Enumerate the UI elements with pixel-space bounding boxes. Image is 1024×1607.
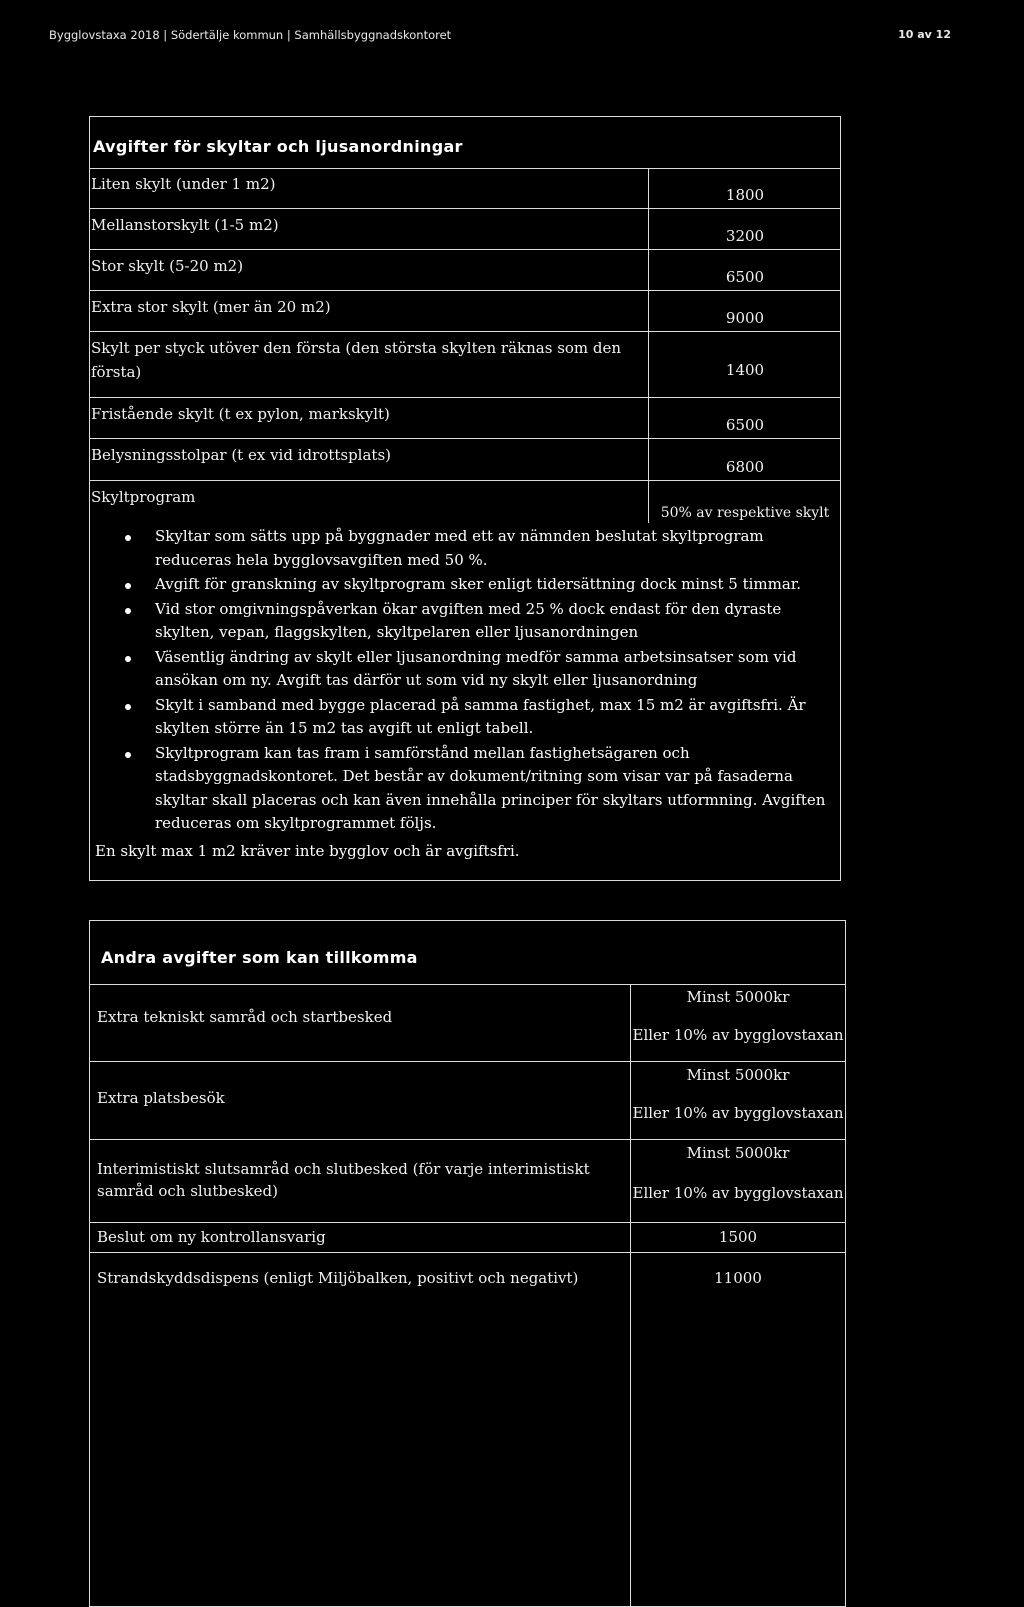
list-item bbox=[89, 525, 841, 572]
other-fee-value: 11000 bbox=[714, 1269, 762, 1287]
list-item-text: Avgift för granskning av skyltprogram sker enligt tidersättning dock minst 5 timmar. bbox=[155, 575, 802, 593]
signs-note: En skylt max 1 m2 kräver inte bygglov och är avgiftsfri. bbox=[95, 842, 520, 860]
bullet-icon bbox=[125, 583, 131, 589]
other-fee-label: Extra tekniskt samråd och startbesked bbox=[97, 1008, 393, 1026]
list-item-text: Skyltar som sätts upp på byggnader med ett av nämnden beslutat skyltprogram reduceras hela bygglovsavgiften med 50 %. bbox=[155, 527, 764, 569]
list-item bbox=[89, 646, 841, 693]
fee-value: 50% av respektive skylt bbox=[660, 505, 830, 521]
fee-value: 1400 bbox=[725, 361, 765, 379]
fee-label: Mellanstorskylt (1-5 m2) bbox=[91, 216, 279, 234]
list-item-text: Skyltprogram kan tas fram i samförstånd mellan fastighetsägaren och stadsbyggnadskontoret. Det består av dokument/ritning som visar var på fasaderna skyltar skall placeras och kan även innehålla principer för skyltars utformning. Avgiften reduceras om skyltprogrammet följs. bbox=[155, 743, 826, 832]
other-fee-label: Extra platsbesök bbox=[97, 1089, 225, 1107]
list-item bbox=[89, 742, 841, 836]
other-section-title: Andra avgifter som kan tillkomma bbox=[101, 948, 418, 967]
other-fee-value-alt: Eller 10% av bygglovstaxan bbox=[632, 1026, 844, 1044]
list-item bbox=[89, 573, 841, 597]
list-item bbox=[89, 694, 841, 741]
fee-label: Extra stor skylt (mer än 20 m2) bbox=[91, 298, 331, 316]
signs-section-title: Avgifter för skyltar och ljusanordningar bbox=[93, 137, 463, 156]
other-fee-value-min: Minst 5000kr bbox=[686, 988, 790, 1006]
list-item-text: Skylt i samband med bygge placerad på samma fastighet, max 15 m2 är avgiftsfri. Är skylten större än 15 m2 tas avgift ut enligt tabell. bbox=[155, 695, 806, 737]
other-fee-value: 1500 bbox=[718, 1228, 758, 1246]
bullet-icon bbox=[125, 704, 131, 710]
bullet-icon bbox=[125, 752, 131, 758]
page-header bbox=[49, 28, 951, 42]
other-fee-label: Beslut om ny kontrollansvarig bbox=[97, 1228, 326, 1246]
other-fee-row bbox=[89, 984, 846, 1062]
bullet-icon bbox=[125, 535, 131, 541]
fee-value: 3200 bbox=[725, 227, 765, 245]
other-fee-value-min: Minst 5000kr bbox=[686, 1066, 790, 1084]
fee-row bbox=[89, 291, 841, 332]
fee-row bbox=[89, 168, 841, 209]
signs-notes-list bbox=[89, 525, 841, 837]
fee-label: Stor skylt (5-20 m2) bbox=[91, 257, 244, 275]
fee-value: 9000 bbox=[725, 309, 765, 327]
other-fee-row bbox=[89, 1140, 846, 1223]
fee-label: Skyltprogram bbox=[91, 488, 196, 506]
other-fee-value-alt: Eller 10% av bygglovstaxan bbox=[632, 1104, 844, 1122]
list-item-text: Vid stor omgivningspåverkan ökar avgiften med 25 % dock endast för den dyraste skylten, vepan, flaggskylten, skyltpelaren eller ljusanordningen bbox=[155, 599, 782, 641]
fee-label: Belysningsstolpar (t ex vid idrottsplats) bbox=[91, 446, 391, 464]
other-fee-row bbox=[89, 1253, 846, 1607]
fee-value: 6800 bbox=[725, 458, 765, 476]
fee-label: Fristående skylt (t ex pylon, markskylt) bbox=[91, 405, 390, 423]
fee-value: 6500 bbox=[725, 268, 765, 286]
other-fee-row bbox=[89, 1062, 846, 1140]
fee-value: 1800 bbox=[725, 186, 765, 204]
fee-row bbox=[89, 250, 841, 291]
other-fee-label: Strandskyddsdispens (enligt Miljöbalken, positivt och negativt) bbox=[97, 1269, 579, 1287]
fee-row bbox=[89, 481, 841, 523]
fee-row bbox=[89, 209, 841, 250]
other-fee-value-alt: Eller 10% av bygglovstaxan bbox=[632, 1184, 844, 1202]
page-number: 10 av 12 bbox=[898, 28, 951, 41]
fee-row bbox=[89, 332, 841, 398]
list-item bbox=[89, 598, 841, 645]
bullet-icon bbox=[125, 656, 131, 662]
other-fee-row bbox=[89, 1223, 846, 1253]
other-fee-value-min: Minst 5000kr bbox=[686, 1144, 790, 1162]
fee-label: Skylt per styck utöver den första (den största skylten räknas som den första) bbox=[91, 339, 622, 381]
bullet-icon bbox=[125, 608, 131, 614]
header-text: Bygglovstaxa 2018 | Södertälje kommun | Samhällsbyggnadskontoret bbox=[49, 28, 452, 42]
fee-label: Liten skylt (under 1 m2) bbox=[91, 175, 276, 193]
fee-row bbox=[89, 439, 841, 481]
list-item-text: Väsentlig ändring av skylt eller ljusanordning medför samma arbetsinsatser som vid ansökan om ny. Avgift tas därför ut som vid ny skylt eller ljusanordning bbox=[155, 647, 797, 689]
fee-value: 6500 bbox=[725, 416, 765, 434]
fee-row bbox=[89, 398, 841, 439]
other-fee-label: Interimistiskt slutsamråd och slutbesked (för varje interimistiskt samråd och slutbesked) bbox=[97, 1160, 590, 1200]
